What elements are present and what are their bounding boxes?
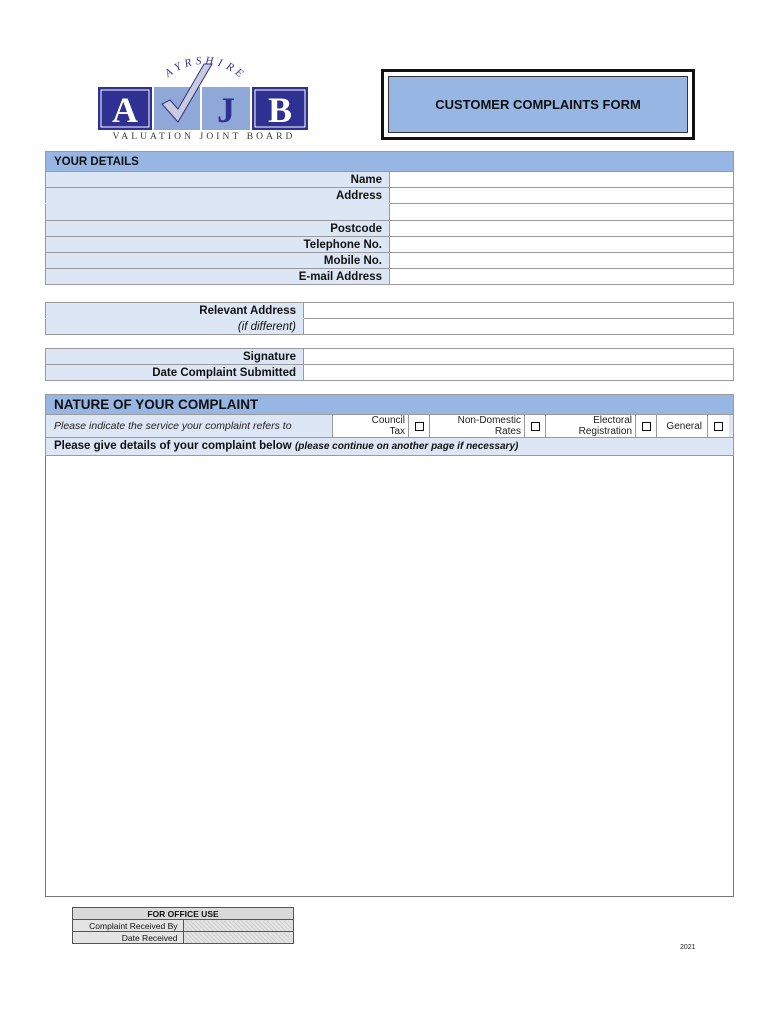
date-submitted-label: Date Complaint Submitted — [46, 365, 304, 381]
nature-heading: NATURE OF YOUR COMPLAINT — [45, 394, 734, 415]
electoral-registration-checkbox-cell — [635, 415, 656, 437]
logo-arc-letter: S — [195, 54, 202, 68]
service-council-tax-label: Council Tax — [371, 415, 405, 437]
mobile-label: Mobile No. — [46, 253, 390, 269]
complaint-details-textarea[interactable] — [45, 456, 734, 897]
council-tax-checkbox[interactable] — [415, 422, 424, 431]
service-general-label: General — [666, 420, 702, 432]
logo-letter-j: J — [217, 90, 235, 130]
electoral-registration-checkbox[interactable] — [642, 422, 651, 431]
logo-arc-letter: R — [183, 56, 193, 71]
nature-section — [45, 394, 734, 897]
relevant-address-note: (if different) — [46, 319, 304, 335]
logo-arc-letter: A — [162, 66, 176, 80]
telephone-label: Telephone No. — [46, 237, 390, 253]
service-general — [656, 415, 707, 437]
service-non-domestic-rates — [429, 415, 524, 437]
details-heading — [45, 438, 734, 456]
service-prompt: Please indicate the service your complaint refers to — [54, 420, 292, 432]
logo-letter-b: B — [267, 90, 293, 130]
office-use-heading: FOR OFFICE USE — [73, 908, 294, 920]
non-domestic-rates-checkbox[interactable] — [531, 422, 540, 431]
relevant-address-table — [45, 302, 734, 335]
address-field-line-1[interactable] — [390, 188, 734, 204]
logo-arc-letter: H — [204, 54, 214, 68]
relevant-address-label: Relevant Address — [46, 303, 304, 319]
signature-table — [45, 348, 734, 381]
name-field[interactable] — [390, 172, 734, 188]
details-label: Please give details of your complaint below — [54, 440, 292, 452]
postcode-field[interactable] — [390, 221, 734, 237]
office-use-table — [72, 907, 294, 944]
general-checkbox[interactable] — [714, 422, 723, 431]
address-label: Address — [46, 188, 390, 204]
logo-graphic — [92, 54, 316, 134]
logo-arc-letter: R — [224, 60, 236, 75]
service-electoral-registration-label: Electoral Registration — [578, 415, 632, 437]
ayrshire-vjb-logo — [92, 54, 316, 146]
signature-label: Signature — [46, 349, 304, 365]
your-details-table — [45, 151, 734, 285]
mobile-field[interactable] — [390, 253, 734, 269]
service-electoral-registration — [545, 415, 635, 437]
name-label: Name — [46, 172, 390, 188]
general-checkbox-cell — [707, 415, 729, 437]
footer-year: 2021 — [680, 944, 696, 951]
date-received-field[interactable] — [183, 932, 294, 944]
date-submitted-field[interactable] — [304, 365, 734, 381]
service-non-domestic-rates-label: Non-Domestic Rates — [457, 415, 521, 437]
form-title-box — [381, 69, 695, 140]
logo-arc-letter: Y — [172, 60, 184, 74]
received-by-field[interactable] — [183, 920, 294, 932]
relevant-address-field-line-1[interactable] — [304, 303, 734, 319]
details-note: (please continue on another page if necessary) — [294, 441, 519, 452]
form-title: CUSTOMER COMPLAINTS FORM — [435, 97, 641, 112]
received-by-label: Complaint Received By — [73, 920, 184, 932]
telephone-field[interactable] — [390, 237, 734, 253]
logo-arc-letter: I — [216, 57, 224, 70]
date-received-label: Date Received — [73, 932, 184, 944]
your-details-heading: YOUR DETAILS — [46, 152, 734, 172]
service-council-tax — [332, 415, 408, 437]
non-domestic-rates-checkbox-cell — [524, 415, 545, 437]
relevant-address-field-line-2[interactable] — [304, 319, 734, 335]
logo-subtitle: VALUATION JOINT BOARD — [112, 132, 296, 142]
service-row — [45, 415, 734, 438]
postcode-label: Postcode — [46, 221, 390, 237]
address-field-line-2[interactable] — [390, 204, 734, 221]
logo-arc-letter: E — [232, 66, 246, 80]
email-field[interactable] — [390, 269, 734, 285]
email-label: E-mail Address — [46, 269, 390, 285]
logo-letter-a: A — [112, 90, 138, 130]
signature-field[interactable] — [304, 349, 734, 365]
form-title-inner — [388, 76, 688, 133]
council-tax-checkbox-cell — [408, 415, 429, 437]
address-label-spacer — [46, 204, 390, 221]
